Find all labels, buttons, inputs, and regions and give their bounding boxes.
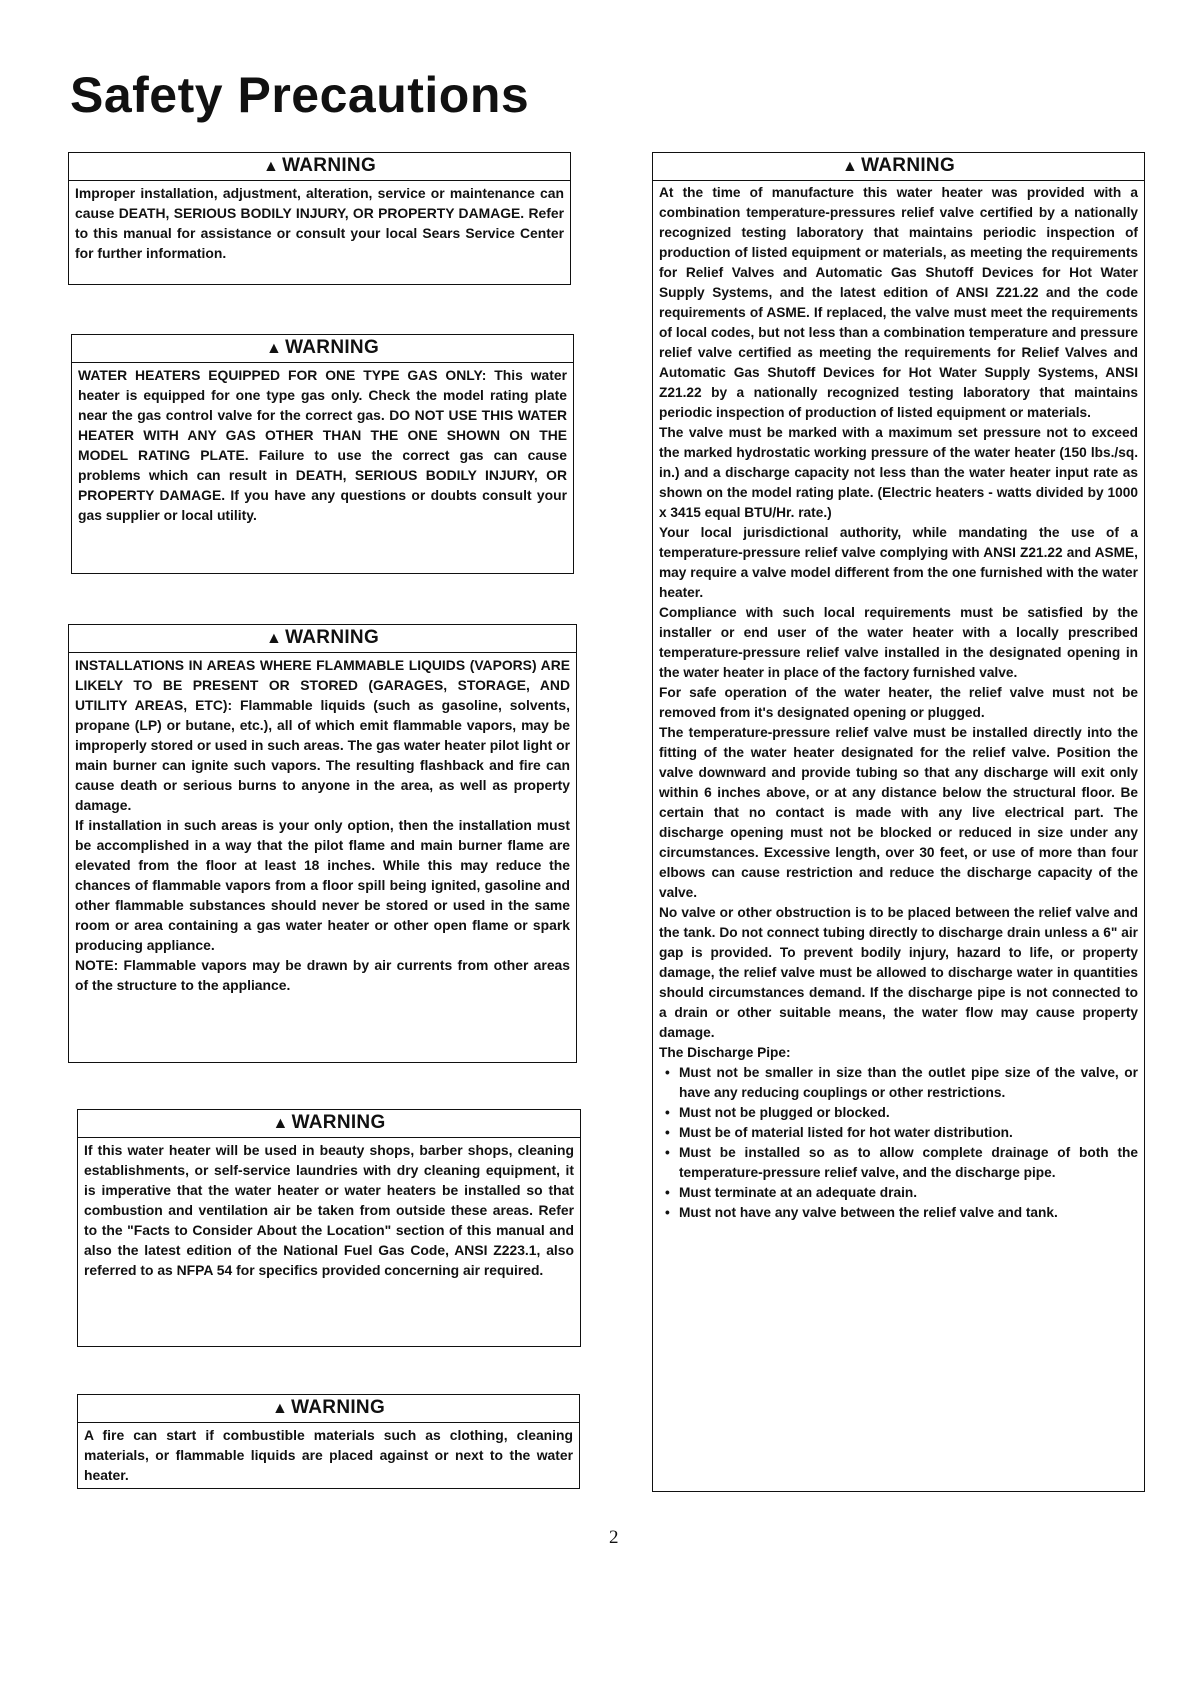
warning-box-flammable-vapors bbox=[68, 624, 577, 1063]
warning-note: NOTE: Flammable vapors may be drawn by air currents from other areas of the structure to the appliance. bbox=[75, 957, 570, 993]
warning-text: The valve must be marked with a maximum set pressure not to exceed the marked hydrostatic working pressure of the water heater (150 lbs./sq. in.) and a discharge capacity not less than the water heater input rate as shown on the model rating plate. (Electric heaters - watts divided by 1000 x 3415 equal BTU/Hr. rate.) bbox=[659, 425, 1138, 520]
warning-heading bbox=[72, 335, 573, 363]
warning-heading bbox=[78, 1395, 579, 1423]
warning-heading bbox=[78, 1110, 580, 1138]
warning-heading-label: WARNING bbox=[861, 155, 956, 176]
warning-box-relief-valve bbox=[652, 152, 1145, 1492]
warning-heading bbox=[653, 153, 1144, 181]
list-item: • Must be installed so as to allow complete drainage of both the temperature-pressure relief valve, and the discharge pipe. bbox=[659, 1143, 1138, 1183]
warning-heading-label: WARNING bbox=[291, 1112, 386, 1133]
warning-text: If installation in such areas is your only option, then the installation must be accomplished in a way that the pilot flame and main burner flame are elevated from the floor at least 18 inches. While this may reduce the chances of flammable vapors from a floor spill being ignited, gasoline and other flammable substances should never be stored or used in the same room or area containing a gas water heater or other open flame or spark producing appliance. bbox=[75, 817, 570, 953]
warning-box-service bbox=[68, 152, 571, 285]
warning-text: Your local jurisdictional authority, while mandating the use of a temperature-pressure relief valve complying with ANSI Z21.22 and ASME, may require a valve model different from the one furnished with the water heater. bbox=[659, 525, 1138, 600]
warning-text: The temperature-pressure relief valve must be installed directly into the fitting of the water heater designated for the relief valve. Position the valve downward and provide tubing so that any discharge will exit only within 6 inches above, or at any distance below the structural floor. Be certain that no contact is made with any live electrical part. The discharge opening must not be blocked or reduced in size under any circumstances. Excessive length, over 30 feet, or use of more than four elbows can cause restriction and reduce the discharge capacity of the valve. bbox=[659, 725, 1138, 900]
warning-text: No valve or other obstruction is to be placed between the relief valve and the tank. Do not connect tubing directly to discharge drain unless a 6" air gap is provided. To prevent bodily injury, hazard to life, or property damage, the relief valve must be allowed to discharge water in quantities should circumstances demand. If the discharge pipe is not connected to a drain or other suitable means, the water flow may cause property damage. bbox=[659, 905, 1138, 1040]
warning-text: At the time of manufacture this water heater was provided with a combination temperature-pressures relief valve certified by a nationally recognized testing laboratory that maintains periodic inspection of production of listed equipment or materials, as meeting the requirements for Relief Valves and Automatic Gas Shutoff Devices for Hot Water Supply Systems, and the latest edition of ANSI Z21.22 and the code requirements of ASME. If replaced, the valve must meet the requirements of local codes, but not less than a combination temperature and pressure relief valve certified as meeting the requirements for Relief Valves and Automatic Gas Shutoff Devices for Hot Water Supply Systems, ANSI Z21.22 by a nationally recognized testing laboratory that maintains periodic inspection of production of listed equipment or materials. bbox=[659, 185, 1138, 420]
warning-heading-label: WARNING bbox=[291, 1397, 386, 1418]
warning-heading-label: WARNING bbox=[285, 627, 380, 648]
warning-heading-label: WARNING bbox=[282, 155, 377, 176]
warning-text: For safe operation of the water heater, the relief valve must not be removed from it's designated opening or plugged. bbox=[659, 685, 1138, 720]
warning-text: Improper installation, adjustment, alteration, service or maintenance can cause DEATH, SERIOUS BODILY INJURY, OR PROPERTY DAMAGE. Refer to this manual for assistance or consult your local Sears Service Center for further information. bbox=[75, 185, 564, 261]
list-item: • Must not be plugged or blocked. bbox=[659, 1103, 1138, 1123]
warning-box-gas-type bbox=[71, 334, 574, 574]
warning-text: INSTALLATIONS IN AREAS WHERE FLAMMABLE LIQUIDS (VAPORS) ARE LIKELY TO BE PRESENT OR STORED (GARAGES, STORAGE, AND UTILITY AREAS, ETC): Flammable liquids (such as gasoline, solvents, propane (LP) or butane, etc.), all of which emit flammable vapors, may be improperly stored or used in such areas. The gas water heater pilot light or main burner can ignite such vapors. The resulting flashback and fire can cause death or serious burns to anyone in the area, as well as property damage. bbox=[75, 657, 570, 813]
warning-triangle-icon: ▲ bbox=[272, 1115, 289, 1132]
list-item: • Must be of material listed for hot water distribution. bbox=[659, 1123, 1138, 1143]
warning-text: Compliance with such local requirements must be satisfied by the installer or end user of the water heater with a locally prescribed temperature-pressure relief valve installed in the designated opening in the water heater in place of the factory furnished valve. bbox=[659, 605, 1138, 680]
warning-box-beauty-shops bbox=[77, 1109, 581, 1347]
discharge-pipe-heading: The Discharge Pipe: bbox=[659, 1045, 791, 1060]
warning-heading bbox=[69, 153, 570, 181]
warning-box-combustibles bbox=[77, 1394, 580, 1489]
warning-triangle-icon: ▲ bbox=[841, 158, 859, 175]
list-item: • Must not be smaller in size than the outlet pipe size of the valve, or have any reducing couplings or other restrictions. bbox=[659, 1063, 1138, 1103]
list-item: • Must not have any valve between the relief valve and tank. bbox=[659, 1203, 1138, 1223]
page-number: 2 bbox=[609, 1527, 619, 1548]
page-title: Safety Precautions bbox=[70, 67, 530, 123]
warning-text: A fire can start if combustible materials such as clothing, cleaning materials, or flammable liquids are placed against or next to the water heater. bbox=[84, 1427, 573, 1483]
warning-triangle-icon: ▲ bbox=[265, 340, 283, 357]
warning-triangle-icon: ▲ bbox=[262, 158, 280, 175]
list-item: • Must terminate at an adequate drain. bbox=[659, 1183, 1138, 1203]
warning-text: WATER HEATERS EQUIPPED FOR ONE TYPE GAS ONLY: This water heater is equipped for one type gas only. Check the model rating plate near the gas control valve for the correct gas. DO NOT USE THIS WATER HEATER WITH ANY GAS OTHER THAN THE ONE SHOWN ON THE MODEL RATING PLATE. Failure to use the correct gas can cause problems which can result in DEATH, SERIOUS BODILY INJURY, OR PROPERTY DAMAGE. If you have any questions or doubts consult your gas supplier or local utility. bbox=[78, 367, 567, 523]
warning-triangle-icon: ▲ bbox=[271, 1400, 289, 1417]
warning-triangle-icon: ▲ bbox=[265, 630, 283, 647]
warning-text: If this water heater will be used in beauty shops, barber shops, cleaning establishments, or self-service laundries with dry cleaning equipment, it is imperative that the water heater or water heaters be installed so that combustion and ventilation air be taken from outside these areas. Refer to the "Facts to Consider About the Location" section of this manual and also the latest edition of the National Fuel Gas Code, ANSI Z223.1, also referred to as NFPA 54 for specifics provided concerning air required. bbox=[84, 1142, 574, 1278]
warning-heading bbox=[69, 625, 576, 653]
discharge-pipe-list bbox=[659, 1063, 1138, 1223]
warning-heading-label: WARNING bbox=[285, 337, 380, 358]
